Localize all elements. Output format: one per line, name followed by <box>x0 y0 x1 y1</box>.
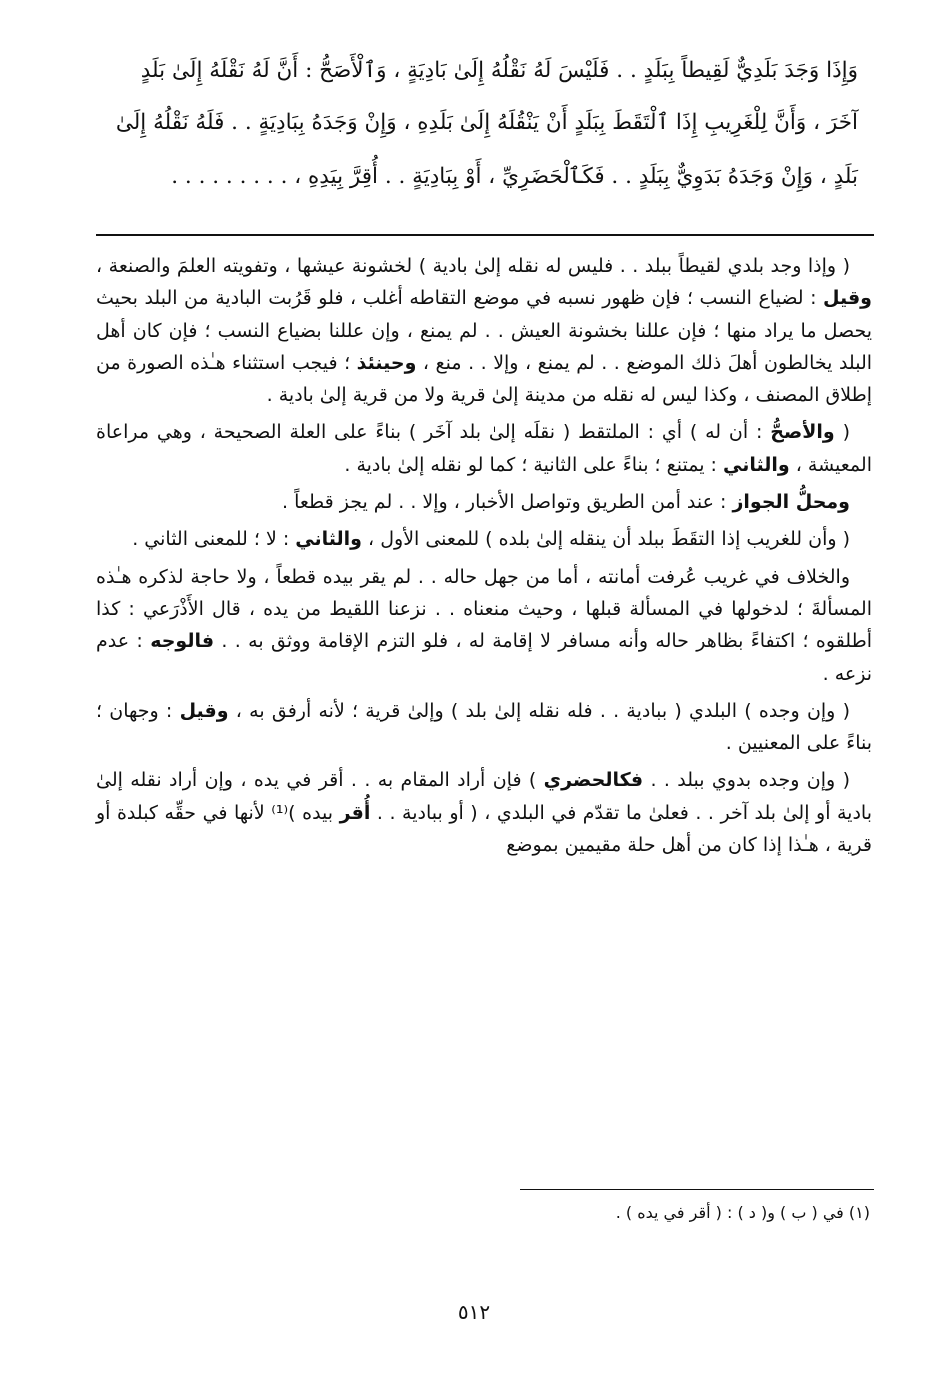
commentary-text: : يمتنع ؛ بناءً على الثانية ؛ كما لو نقله إلىٰ بادية . <box>344 453 723 476</box>
commentary-text: : لضياع النسب ؛ فإن ظهور نسبه في موضع التقاطه أغلب ، فلو قَرُبت البادية من البلد بحيث يحصل ما يراد منها ؛ فإن عللنا بخشونة العيش . . لم يمنع ، وإن عللنا بضياع النسب ؛ فإن كان أهل البلد يخالطون أهلَ ذلك الموضع . . لم يمنع ، وإلا . . منع ، <box>96 287 873 374</box>
bold-term: والثاني <box>722 453 790 476</box>
matn-line-3: بَلَدٍ ، وَإِنْ وَجَدَهُ بَدَوِيٌّ بِبَلَدٍ . . فَكَٱلْحَضَرِيِّ ، أَوْ بِبَادِيَةٍ . . أُقِرَّ بِيَدِهِ ، . . . . . . . . . <box>171 164 858 189</box>
bold-term: ومحلُّ الجواز <box>732 491 850 514</box>
commentary-text: ( وإن وجده ) البلدي ( ببادية . . فله نقله إلىٰ بلد ) وإلىٰ قرية ؛ لأنه أرفق به ، <box>228 699 850 722</box>
bold-term: فالوجه <box>150 630 215 653</box>
commentary-text: ( وأن للغريب إذا التقَطَ ببلد أن ينقله إلىٰ بلده ) للمعنى الأول ، <box>362 528 850 551</box>
page-number: ٥١٢ <box>457 1300 491 1324</box>
commentary-paragraph <box>96 695 872 760</box>
footnote: (١) في ( ب ) و( د ) : ( أقر في يده ) . <box>615 1203 870 1222</box>
bold-term: أُقر <box>339 801 371 824</box>
commentary-text: : أن له ) أي : الملتقط ( نقلَه إلىٰ بلد آخَر ) بناءً على العلة الصحيحة ، وهي مراعاة المعيشة ، <box>96 421 872 476</box>
commentary-paragraph <box>96 250 872 411</box>
bold-term: والأصحُّ <box>770 421 835 444</box>
commentary-paragraph <box>96 523 872 555</box>
commentary-paragraph <box>96 486 872 518</box>
commentary-text: ) فإن أراد المقام به . . أقر في يده ، وإن أراد نقله إلىٰ بادية أو إلىٰ بلد آخر . . فعلىٰ ما تقدّم في البلدي ، ( أو ببادية . . <box>96 769 873 824</box>
commentary-text: ؛ فيجب استثناء هـٰذه الصورة من إطلاق المصنف ، وكذا ليس له نقله من مدينة إلىٰ قرية ولا من قرية إلىٰ بادية . <box>96 351 872 407</box>
bold-term: وقيل <box>179 699 229 722</box>
commentary-text: ( <box>834 421 850 444</box>
commentary-body <box>96 250 872 866</box>
commentary-text: والخلاف في غريب عُرفت أمانته ، أما من جهل حاله . . لم يقر بيده قطعاً ، ولا حاجة لذكره هـٰذه المسألةَ ؛ لدخولها في المسألة قبلها ، وحيث منعناه . . نزعنا اللقيط من يده ، قال الأَذْرَعي : كذا أطلقوه ؛ اكتفاءً بظاهر حاله وأنه مسافر لا إقامة له ، فلو التزم الإقامة ووثق به . . <box>96 565 872 653</box>
commentary-paragraph <box>96 416 872 481</box>
commentary-text: : وجهان ؛ بناءً على المعنيين . <box>96 699 872 755</box>
commentary-text: بيده )⁽¹⁾ لأنها في حقِّه كبلدة أو قرية ، هـٰذا إذا كان من أهل حلة مقيمين بموضع <box>96 801 872 857</box>
commentary-text: : عند أمن الطريق وتواصل الأخبار ، وإلا . . لم يجز قطعاً . <box>281 491 733 514</box>
matn-line-2: آخَرَ ، وَأَنَّ لِلْغَرِيبِ إِذَا ٱلْتَقَطَ بِبَلَدٍ أَنْ يَنْقُلَهُ إِلَىٰ بَلَدِهِ ، وَإِنْ وَجَدَهُ بِبَادِيَةٍ . . فَلَهُ نَقْلُهُ إِلَىٰ <box>115 110 858 135</box>
matn-line-1: وَإِذَا وَجَدَ بَلَدِيٌّ لَقِيطاً بِبَلَدٍ . . فَلَيْسَ لَهُ نَقْلُهُ إِلَىٰ بَادِيَةٍ ، وَٱلْأَصَحُّ : أَنَّ لَهُ نَقْلَهُ إِلَىٰ بَلَدٍ <box>140 58 858 83</box>
commentary-text: ( وإذا وجد بلدي لقيطاً ببلد . . فليس له نقله إلىٰ بادية ) لخشونة عيشها ، وتفويته العلمَ والصنعة ، <box>96 255 850 277</box>
commentary-text: : عدم نزعه . <box>96 630 872 685</box>
bold-term: والثاني <box>295 528 362 551</box>
commentary-paragraph <box>96 764 872 861</box>
footnote-divider <box>520 1189 874 1190</box>
commentary-paragraph <box>96 561 872 690</box>
commentary-text: : لا ؛ للمعنى الثاني . <box>132 528 296 551</box>
bold-term: وقيل <box>823 287 872 310</box>
bold-term: وحينئذ <box>356 351 417 374</box>
section-divider <box>96 234 874 236</box>
commentary-text: ( وإن وجده بدوي ببلد . . <box>643 769 850 792</box>
bold-term: فكالحضري <box>543 769 644 792</box>
